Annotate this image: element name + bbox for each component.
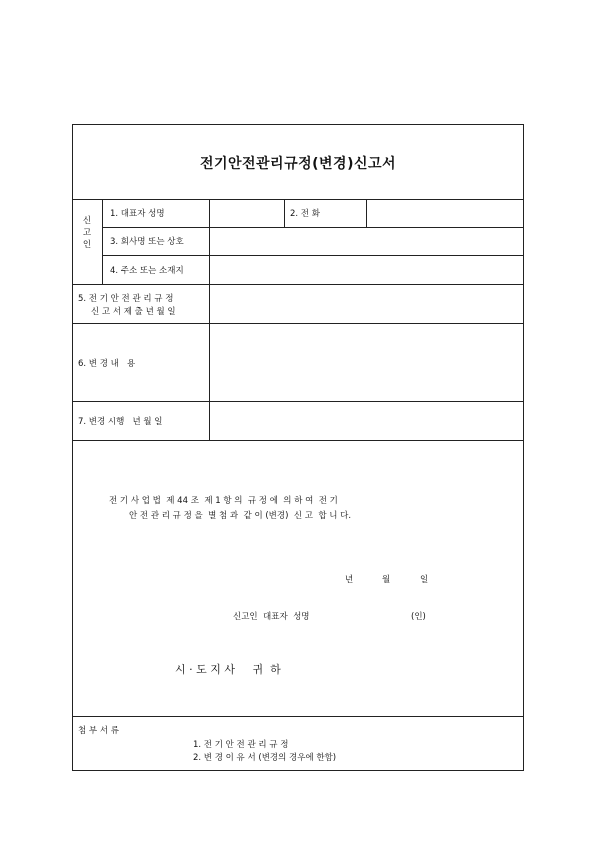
submit-date-label-1: 5. 전 기 안 전 관 리 규 정 [78,294,174,304]
date-year: 년 [345,575,354,585]
attachments-label: 첨 부 서 류 [78,726,119,736]
seal-mark: (인) [411,612,426,622]
submit-date-label-2: 신 고 서 제 출 년 월 일 [91,307,176,317]
divider [284,199,285,227]
divider [102,199,103,284]
form-title: 전기안전관리규정(변경)신고서 [199,156,397,172]
divider [209,199,210,440]
divider [366,199,367,227]
divider [73,440,523,441]
divider [102,255,523,256]
effective-date-label: 7. 변경 시행 년 월 일 [78,417,163,427]
divider [102,227,523,228]
addressee: 시 · 도 지 사 귀 하 [175,663,281,676]
date-month: 월 [382,575,391,585]
signer-label: 신고인 대표자 성명 [233,612,310,622]
report-form [72,124,524,771]
divider [73,401,523,402]
change-content-label: 6. 변 경 내 용 [78,359,136,369]
rep-name-label: 1. 대표자 성명 [110,209,165,219]
statement-line-2: 안 전 관 리 규 정 을 별 첨 과 같 이 (변경) 신 고 합 니 다. [129,511,352,521]
reporter-group-label: 신고인 [82,216,92,250]
attachment-item: 2. 변 경 이 유 서 (변경의 경우에 한함) [193,753,337,763]
phone-label: 2. 전 화 [290,209,320,219]
company-label: 3. 회사명 또는 상호 [110,237,184,247]
divider [73,199,523,200]
attachment-item: 1. 전 기 안 전 관 리 규 정 [193,740,289,750]
address-label: 4. 주소 또는 소재지 [110,266,184,276]
divider [73,323,523,324]
date-day: 일 [420,575,429,585]
statement-line-1: 전 기 사 업 법 제 44 조 제 1 항 의 규 정 에 의 하 여 전 기 [109,496,338,506]
divider [73,284,523,285]
divider [73,716,523,717]
